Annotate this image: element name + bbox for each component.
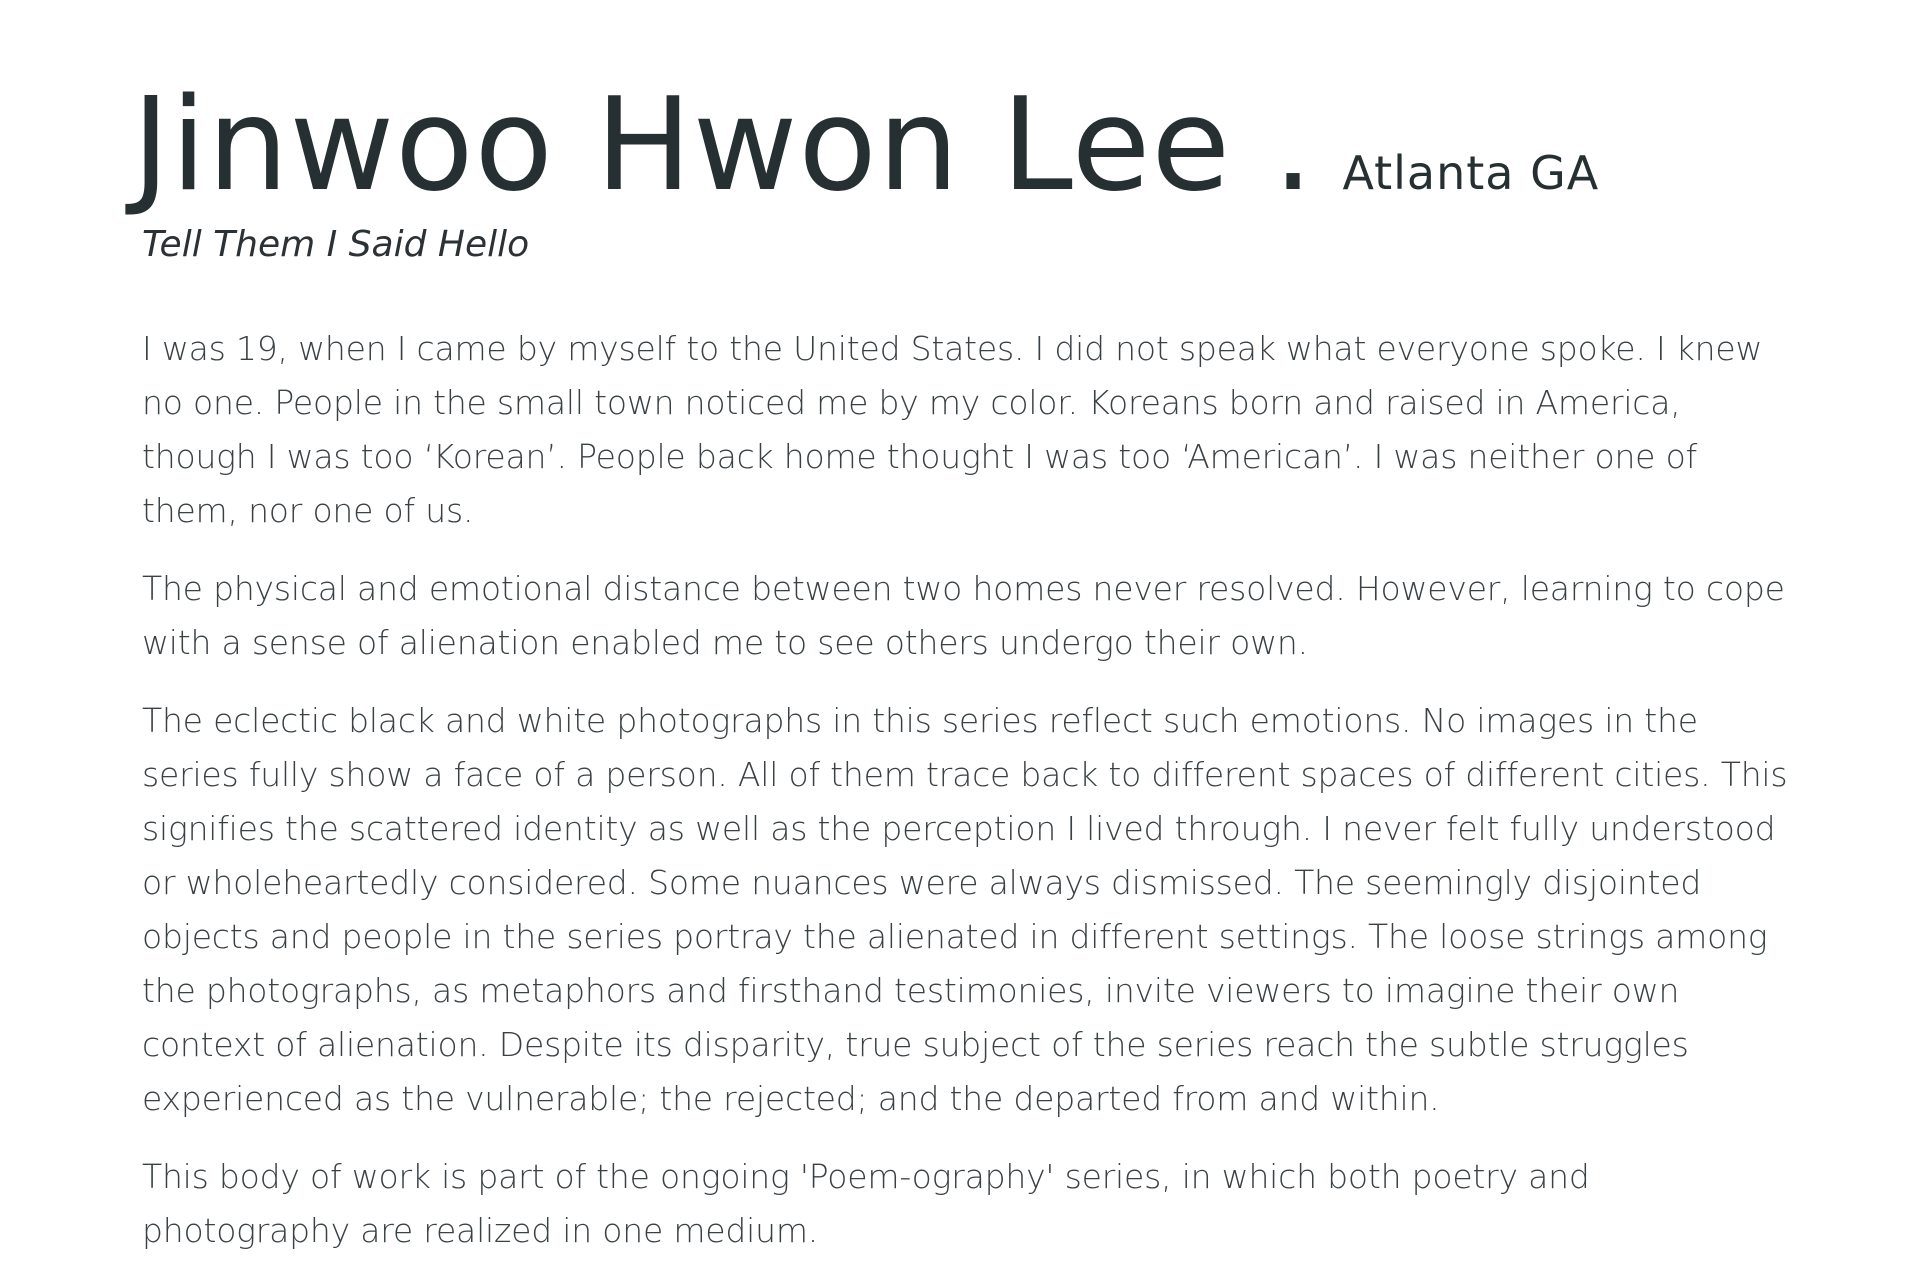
statement-paragraph: This body of work is part of the ongoing 'Poem-ography' series, in which both poetry and photography are realized in one medium.	[142, 1157, 1590, 1250]
page-header	[132, 71, 1832, 265]
artist-location: Atlanta GA	[1342, 146, 1600, 200]
statement-paragraph: The eclectic black and white photographs in this series reflect such emotions. No images in the series fully show a face of a person. All of them trace back to different spaces of different cities. This signifies the scattered identity as well as the perception I lived through. I never felt fully understood or wholeheartedly considered. Some nuances were always dismissed. The seemingly disjointed objects and people in the series portray the alienated in different settings. The loose strings among the photographs, as metaphors and firsthand testimonies, invite viewers to imagine their own context of alienation. Despite its disparity, true subject of the series reach the subtle struggles experienced as the vulnerable; the rejected; and the departed from and within.	[142, 701, 1788, 1118]
title-line	[132, 71, 1832, 220]
artist-statement	[142, 322, 1802, 1282]
artist-name: Jinwoo Hwon Lee .	[132, 71, 1315, 220]
statement-paragraph: I was 19, when I came by myself to the United States. I did not speak what everyone spoke. I knew no one. People in the small town noticed me by my color. Koreans born and raised in America, though I was too ‘Korean’. People back home thought I was too ‘American’. I was neither one of them, nor one of us.	[142, 329, 1763, 530]
series-title: Tell Them I Said Hello	[142, 224, 530, 265]
statement-paragraph: The physical and emotional distance between two homes never resolved. However, learning to cope with a sense of alienation enabled me to see others undergo their own.	[142, 569, 1785, 662]
